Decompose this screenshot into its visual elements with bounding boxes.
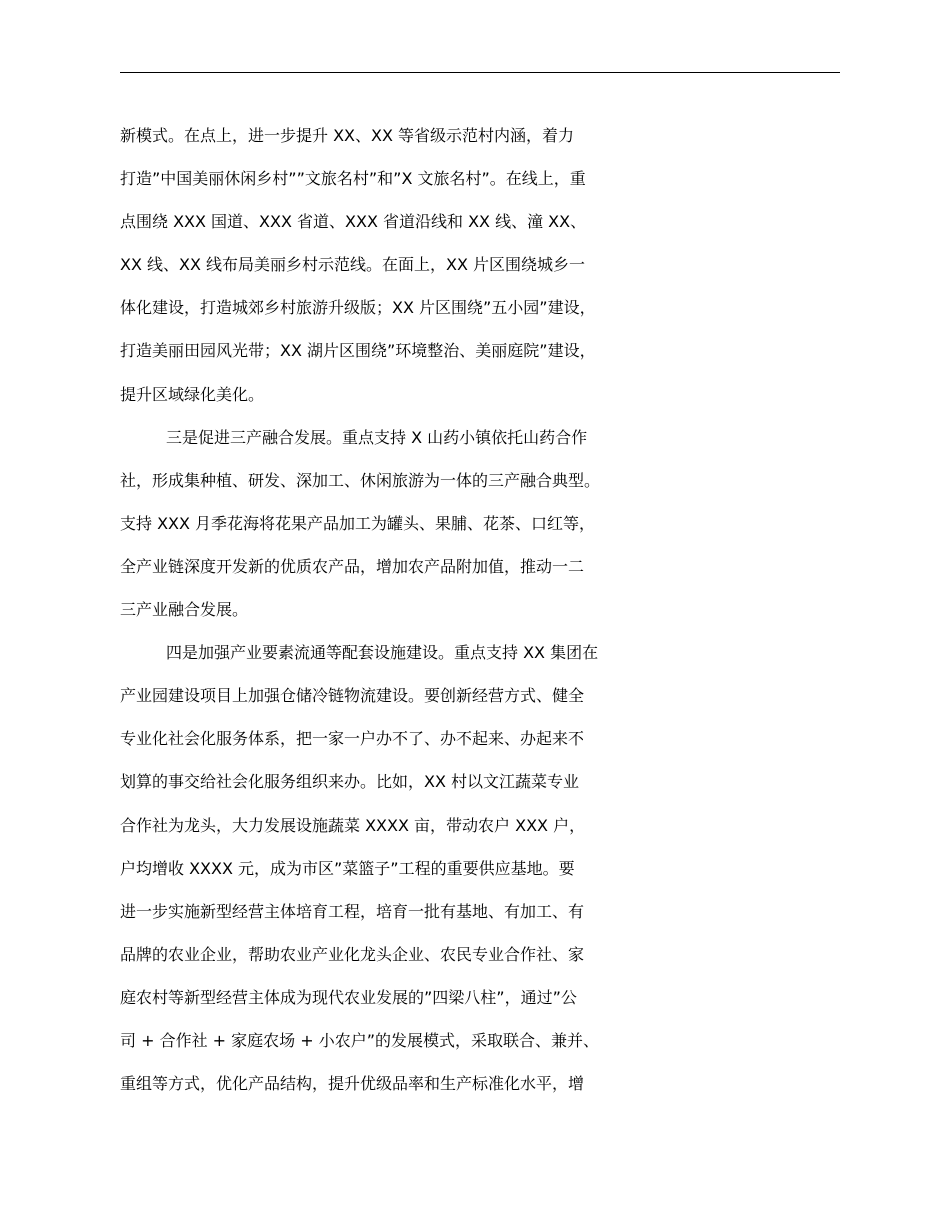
text-line: 全产业链深度开发新的优质农产品，增加农产品附加值，推动一二 <box>120 556 585 576</box>
text-line: 划算的事交给社会化服务组织来办。比如，XX 村以文江蔬菜专业 <box>120 772 580 792</box>
text-line: 专业化社会化服务体系，把一家一户办不了、办不起来、办起来不 <box>120 729 585 749</box>
text-line: 户均增收 XXXX 元，成为市区”菜篮子”工程的重要供应基地。要 <box>120 858 575 878</box>
text-line: XX 线、XX 线布局美丽乡村示范线。在面上，XX 片区围绕城乡一 <box>120 255 586 275</box>
text-line: 体化建设，打造城郊乡村旅游升级版；XX 片区围绕”五小园”建设， <box>120 298 596 318</box>
text-line: 品牌的农业企业，帮助农业产业化龙头企业、农民专业合作社、家 <box>120 944 585 964</box>
text-line: 产业园建设项目上加强仓储冷链物流建设。要创新经营方式、健全 <box>120 686 585 706</box>
text-line: 点围绕 XXX 国道、XXX 省道、XXX 省道沿线和 XX 线、潼 XX、 <box>120 212 587 232</box>
text-line: 社，形成集种植、研发、深加工、休闲旅游为一体的三产融合典型。 <box>120 470 601 490</box>
text-line: 三产业融合发展。 <box>120 600 249 620</box>
text-line: 打造美丽田园风光带；XX 湖片区围绕”环境整治、美丽庭院”建设， <box>120 341 596 361</box>
text-line: 提升区域绿化美化。 <box>120 384 265 404</box>
text-line: 合作社为龙头，大力发展设施蔬菜 XXXX 亩，带动农户 XXX 户， <box>120 815 586 835</box>
text-line: 司 + 合作社 + 家庭农场 + 小农户”的发展模式，采取联合、兼并、 <box>120 1030 600 1050</box>
paragraph-first-line: 四是加强产业要素流通等配套设施建设。重点支持 XX 集团在 <box>166 643 599 663</box>
text-line: 打造”中国美丽休闲乡村””文旅名村”和”X 文旅名村”。在线上，重 <box>120 169 586 189</box>
text-line: 重组等方式，优化产品结构，提升优级品率和生产标准化水平，增 <box>120 1074 585 1094</box>
header-rule <box>120 72 840 73</box>
body-text <box>120 114 865 1105</box>
text-line: 进一步实施新型经营主体培育工程，培育一批有基地、有加工、有 <box>120 901 585 921</box>
paragraph-first-line: 三是促进三产融合发展。重点支持 X 山药小镇依托山药合作 <box>166 427 588 447</box>
text-line: 庭农村等新型经营主体成为现代农业发展的”四梁八柱”，通过”公 <box>120 987 577 1007</box>
text-line: 新模式。在点上，进一步提升 XX、XX 等省级示范村内涵，着力 <box>120 126 575 145</box>
text-line: 支持 XXX 月季花海将花果产品加工为罐头、果脯、花茶、口红等， <box>120 513 596 533</box>
